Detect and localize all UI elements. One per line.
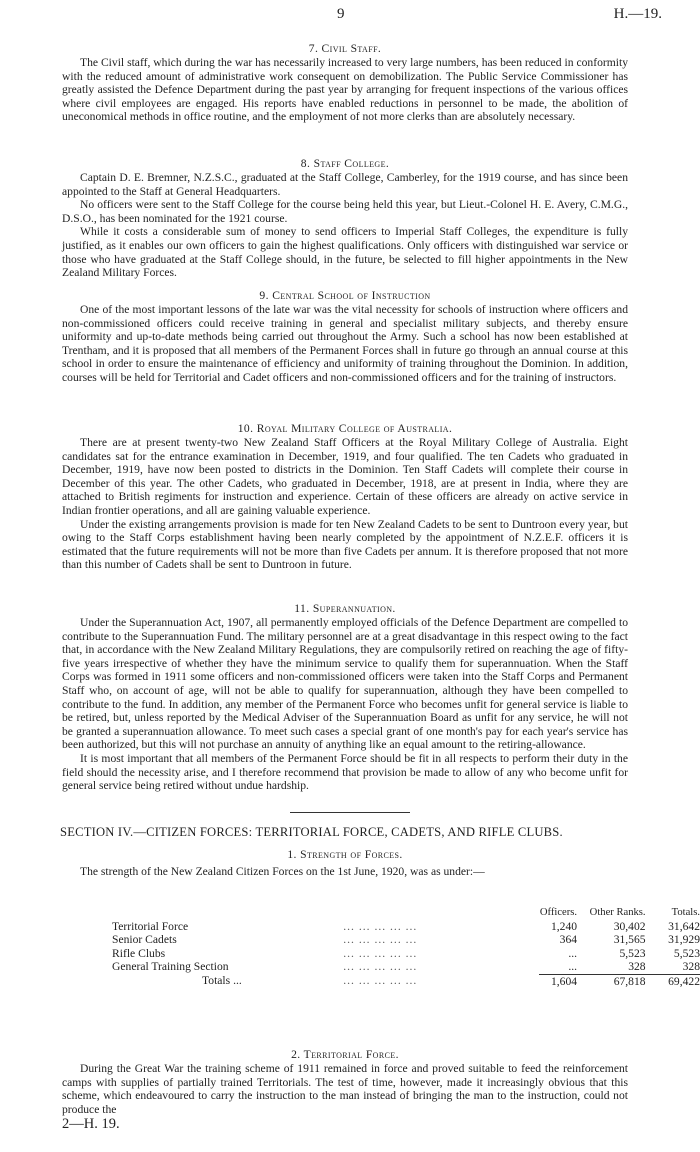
section-heading: 9. Central School of Instruction	[259, 289, 431, 302]
paragraph: Captain D. E. Bremner, N.Z.S.C., graduated at the Staff College, Camberley, for the 1919 course, and has since been appointed to the Staff at General Headquarters.	[62, 171, 628, 198]
document-reference: H.—19.	[613, 6, 662, 22]
section-heading: 1. Strength of Forces.	[287, 848, 403, 861]
paragraph: The strength of the New Zealand Citizen Forces on the 1st June, 1920, was as under:—	[80, 865, 485, 878]
leader-dots: ... ... ... ... ...	[343, 919, 418, 933]
section-heading: 8. Staff College.	[300, 157, 390, 170]
leader-dots: ... ... ... ... ...	[343, 946, 418, 960]
leader-dots: ... ... ... ... ...	[343, 974, 418, 988]
section-staff-college	[62, 157, 628, 280]
paragraph: The Civil staff, which during the war has necessarily increased to very large numbers, has been reduced in conformity with the reduced amount of administrative work consequent on demobilization. The Public Service Commissioner has greatly assisted the Defence Department during the past year by arranging for frequent inspections of the various offices where civil employees are engaged. His reports have enabled reductions in personnel to be made, the abolition of uneconomical methods in office routine, and the employment of not more clerks than are absolutely necessary.	[62, 56, 628, 124]
leader-dots: ... ... ... ... ...	[343, 960, 418, 974]
paragraph: During the Great War the training scheme of 1911 remained in force and proved suitable to feed the reinforcement camps with supplies of partially trained Territorials. The test of time, however, made it increasingly obvious that this scheme, which endeavoured to carry the instruction to the man instead of bringing the man to the instruction, could not produce the	[62, 1062, 628, 1116]
section-civil-staff	[62, 42, 628, 124]
section-heading: 10. Royal Military College of Australia.	[237, 422, 453, 435]
table-row: Rifle Clubs ... ... ... ... ... ... 5,523 5,523	[112, 946, 700, 960]
page-number: 9	[337, 6, 345, 22]
leader-dots: ... ... ... ... ...	[343, 933, 418, 946]
section-iv-heading: SECTION IV.—CITIZEN FORCES: TERRITORIAL FORCE, CADETS, AND RIFLE CLUBS.	[60, 825, 563, 839]
table-header-row	[112, 906, 700, 920]
section-territorial-force	[62, 1048, 628, 1116]
table-total-row: Totals ... ... ... ... ... ... 1,604 67,818 69,422	[202, 974, 700, 988]
paragraph: It is most important that all members of the Permanent Force should be fit in all respects to perform their duty in the field should the necessity arise, and I therefore recommend that provision be made to allow of any who become unfit for general service being retired without undue hardship.	[62, 751, 628, 793]
column-header-officers: Officers.	[539, 907, 578, 918]
paragraph: While it costs a considerable sum of money to send officers to Imperial Staff Colleges, the expenditure is fully justified, as it enables our own officers to gain the highest qualifications. Only officers with distinguished war service or those who have graduated at the Staff College should, in the future, be selected to fill higher appointments in the New Zealand Military Forces.	[62, 225, 628, 280]
section-rmc-australia	[62, 422, 628, 572]
page-header	[0, 8, 700, 26]
column-header-totals: Totals.	[671, 907, 700, 918]
section-heading: 2. Territorial Force.	[291, 1048, 399, 1061]
section-strength-of-forces	[62, 848, 628, 879]
table-row: Territorial Force ... ... ... ... ... 1,240 30,402 31,642	[112, 919, 700, 933]
column-header-other-ranks: Other Ranks.	[589, 907, 646, 918]
section-superannuation	[62, 602, 628, 793]
section-heading: 7. Civil Staff.	[308, 42, 382, 55]
section-divider	[290, 812, 410, 813]
paragraph: Under the Superannuation Act, 1907, all permanently employed officials of the Defence Department are compelled to contribute to the Superannuation Fund. The military personnel are at a great disadvantage in this respect owing to the fact that, in accordance with the New Zealand Military Regulations, they are compulsorily retired on reaching the age of fifty-five years irrespective of whether they have the minimum service to qualify them for superannuation. When the Staff Corps was formed in 1911 some officers and non-commissioned officers were taken into the Staff Corps and Permanent Staff who, on account of age, will not be able to qualify for superannuation, although they have been compelled to contribute to the fund. In addition, any member of the Permanent Force who becomes unfit for general service is liable to be retired, but, unless reported by the Medical Adviser of the Superannuation Board as unfit for any service, he will not be granted a superannuation allowance. To meet such cases a special grant of one month's pay for each year's service has been authorized, but this will not purchase an annuity of anything like an equal amount to the retiring-allowance.	[62, 616, 628, 752]
paragraph: There are at present twenty-two New Zealand Staff Officers at the Royal Military College of Australia. Eight candidates sat for the entrance examination in December, 1919, and four qualified. The ten Cadets who graduated in December, 1919, have now been posted to districts in the Dominion. Ten Staff Cadets will complete their course in December of this year. The other Cadets, who graduated in December, 1918, are at present in India, where they are attached to British regiments for instruction and experience. Certain of these officers are already on active service in Indian frontier operations, and all are gaining valuable experience.	[62, 436, 628, 517]
paragraph: No officers were sent to the Staff College for the course being held this year, but Lieut.-Colonel H. E. Avery, C.M.G., D.S.O., has been nominated for the 1921 course.	[62, 198, 628, 225]
section-central-school	[62, 289, 628, 385]
section-heading: 11. Superannuation.	[294, 602, 396, 615]
paragraph: Under the existing arrangements provision is made for ten New Zealand Cadets to be sent to Duntroon every year, but owing to the Staff Corps establishment having been nearly completed by the appointment of N.Z.E.F. officers it is estimated that the future requirements will not be more than five Cadets per annum. It is therefore proposed that not more than this number of Cadets shall be sent to Duntroon in future.	[62, 517, 628, 572]
paragraph: One of the most important lessons of the late war was the vital necessity for schools of instruction where officers and non-commissioned officers could receive training in general and specialist military subjects, and thereby ensure uniformity and up-to-date methods being carried out throughout the Army. Such a school has now been established at Trentham, and it is proposed that all members of the Permanent Forces shall in future go through an annual course at this school in order to ensure the maintenance of efficiency and uniformity of training throughout the Dominion. In addition, courses will be held for Territorial and Cadet officers and non-commissioned officers and for the training of instructors.	[62, 303, 628, 384]
strength-table	[112, 906, 700, 988]
page-signature: 2—H. 19.	[62, 1116, 120, 1132]
table-row: Senior Cadets ... ... ... ... ... 364 31,565 31,929	[112, 933, 700, 946]
table-row: General Training Section ... ... ... ... ... ... 328 328	[112, 960, 700, 974]
